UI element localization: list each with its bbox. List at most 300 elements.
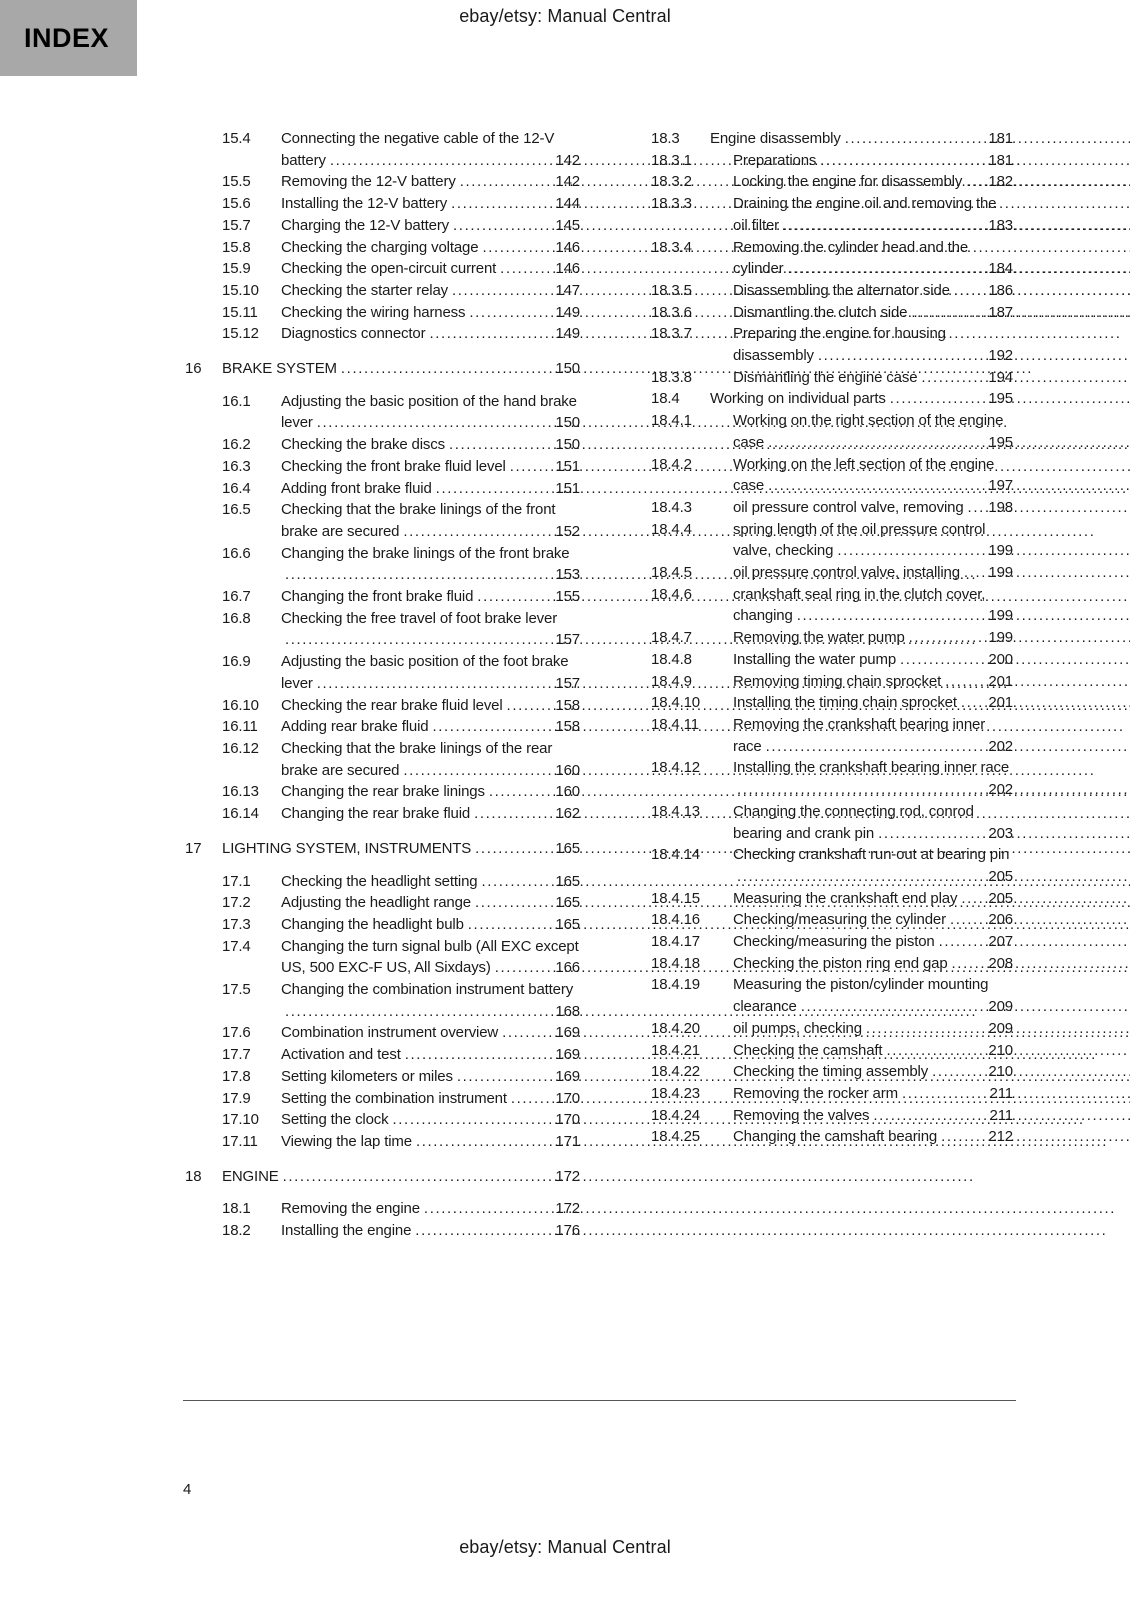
toc-entry-title: crankshaft seal ring in the clutch cover, changing ..... bbox=[733, 586, 985, 625]
toc-entry-page: 203 bbox=[988, 824, 1013, 842]
toc-entry-number: 18.3.2 bbox=[651, 173, 692, 191]
toc-entry-title-wrap bbox=[733, 671, 1013, 693]
toc-entry-number: 17.4 bbox=[222, 937, 251, 955]
toc-entry-title-wrap bbox=[281, 695, 580, 717]
toc-entry-title-wrap bbox=[281, 323, 580, 345]
toc-entry bbox=[185, 936, 580, 979]
toc-dot-leader bbox=[281, 783, 485, 800]
toc-entry-number: 18.4.14 bbox=[651, 846, 700, 864]
toc-entry-page: 208 bbox=[988, 954, 1013, 972]
toc-entry-title: Checking/measuring the piston ..... bbox=[733, 933, 935, 950]
toc-entry-page: 200 bbox=[988, 650, 1013, 668]
toc-entry bbox=[185, 803, 580, 825]
toc-entry bbox=[185, 499, 580, 542]
toc-entry-title: oil pressure control valve, installing ..... bbox=[733, 564, 960, 581]
toc-entry bbox=[185, 738, 580, 781]
toc-entry-title: spring length of the oil pressure control valve, checking ..... bbox=[733, 521, 985, 560]
toc-entry-page: 170 bbox=[555, 1111, 580, 1129]
toc-dot-leader bbox=[281, 217, 449, 234]
toc-dot-leader bbox=[222, 1168, 279, 1185]
toc-entry-title-wrap bbox=[733, 974, 1013, 1017]
toc-entry-page: 209 bbox=[988, 998, 1013, 1016]
toc-entry bbox=[185, 171, 580, 193]
toc-entry-number: 18.4.15 bbox=[651, 889, 700, 907]
toc-entry bbox=[185, 280, 580, 302]
toc-entry bbox=[185, 608, 580, 651]
toc-entry-title-wrap bbox=[733, 627, 1013, 649]
toc-entry-page: 172 bbox=[555, 1167, 580, 1185]
toc-dot-leader bbox=[733, 1020, 862, 1037]
toc-entry-title: Adjusting the basic position of the foot brake lever ..... bbox=[281, 653, 568, 692]
toc-entry-title: Checking the rear brake fluid level ..... bbox=[281, 697, 503, 714]
toc-entry-number: 18.4.2 bbox=[651, 455, 692, 473]
toc-entry-title-wrap bbox=[733, 150, 1013, 172]
toc-entry-number: 15.10 bbox=[222, 281, 259, 299]
toc-entry-title-wrap bbox=[733, 1018, 1013, 1040]
toc-entry-number: 18.3.4 bbox=[651, 238, 692, 256]
toc-entry-page: 151 bbox=[555, 479, 580, 497]
toc-entry-number: 18.4.3 bbox=[651, 498, 692, 516]
toc-entry-number: 18.3.5 bbox=[651, 281, 692, 299]
toc-entry bbox=[185, 391, 580, 434]
toc-entry-number: 16.7 bbox=[222, 588, 251, 606]
toc-dot-leader bbox=[733, 911, 946, 928]
toc-dot-leader bbox=[281, 436, 445, 453]
toc-entry-page: 169 bbox=[555, 1067, 580, 1085]
toc-entry-title: Diagnostics connector ..... bbox=[281, 325, 425, 342]
toc-entry-number: 18.4.19 bbox=[651, 976, 700, 994]
toc-entry-page: 155 bbox=[555, 588, 580, 606]
toc-entry-title: Checking the starter relay ..... bbox=[281, 282, 448, 299]
toc-entry bbox=[185, 302, 580, 324]
toc-entry-page: 165 bbox=[555, 915, 580, 933]
toc-entry-title: Removing the crankshaft bearing inner race ..... bbox=[733, 716, 985, 755]
toc-entry-title: Connecting the negative cable of the 12-V battery ..... bbox=[281, 130, 554, 169]
toc-entry-page: 169 bbox=[555, 1024, 580, 1042]
toc-dot-leader bbox=[733, 1128, 937, 1145]
toc-entry-title: Installing the engine ..... bbox=[281, 1222, 411, 1239]
toc-entry-page: 158 bbox=[555, 696, 580, 714]
toc-entry-number: 18.4.20 bbox=[651, 1019, 700, 1037]
toc-entry-title-wrap bbox=[733, 1061, 1013, 1083]
toc-entry-title: Removing the cylinder head and the cylinder ..... bbox=[733, 239, 968, 278]
toc-entry-page: 198 bbox=[988, 498, 1013, 516]
index-label: INDEX bbox=[24, 22, 110, 53]
toc-entry-title-wrap bbox=[281, 1220, 580, 1242]
toc-entry-page: 169 bbox=[555, 1046, 580, 1064]
toc-entry-title: Installing the 12-V battery ..... bbox=[281, 195, 447, 212]
toc-entry-title-wrap bbox=[733, 584, 1013, 627]
toc-dot-leader bbox=[281, 173, 456, 190]
toc-entry-page: 199 bbox=[988, 629, 1013, 647]
toc-entry-number: 17.10 bbox=[222, 1111, 259, 1129]
toc-dot-leader bbox=[281, 260, 496, 277]
toc-entry-title: Checking the camshaft ..... bbox=[733, 1042, 882, 1059]
toc-entry-title-wrap bbox=[281, 803, 580, 825]
toc-entry-title-wrap bbox=[281, 781, 580, 803]
toc-entry-number: 16.6 bbox=[222, 544, 251, 562]
toc-dot-leader bbox=[281, 325, 425, 342]
toc-entry-title-wrap bbox=[733, 367, 1013, 389]
toc-entry-number: 15.5 bbox=[222, 173, 251, 191]
toc-entry bbox=[185, 838, 580, 860]
toc-entry-page: 194 bbox=[988, 368, 1013, 386]
toc-entry-title-wrap bbox=[281, 456, 580, 478]
toc-entry-title-wrap bbox=[733, 909, 1013, 931]
toc-entry bbox=[185, 1088, 580, 1110]
toc-dot-leader bbox=[733, 629, 905, 646]
toc-entry-title: Checking the wiring harness ..... bbox=[281, 304, 465, 321]
toc-entry-title: Setting the combination instrument ..... bbox=[281, 1090, 507, 1107]
toc-entry-title: Checking the headlight setting ..... bbox=[281, 873, 477, 890]
toc-entry-title: Changing the rear brake fluid ..... bbox=[281, 805, 470, 822]
toc-entry-page: 183 bbox=[988, 216, 1013, 234]
toc-entry-title: Locking the engine for disassembly ..... bbox=[733, 173, 962, 190]
toc-entry-title: Dismantling the clutch side ..... bbox=[733, 304, 907, 321]
toc-entry-title: Working on the left section of the engine case ..... bbox=[733, 456, 994, 495]
toc-dot-leader bbox=[281, 1068, 453, 1085]
toc-entry-title: Removing the 12-V battery ..... bbox=[281, 173, 456, 190]
toc-dot-leader bbox=[281, 393, 577, 432]
toc-entry-title: Removing the rocker arm ..... bbox=[733, 1085, 898, 1102]
toc-entry-title-wrap bbox=[733, 280, 1013, 302]
toc-entry-number: 16.2 bbox=[222, 436, 251, 454]
toc-entry bbox=[185, 1131, 580, 1153]
toc-entry-title: Checking the charging voltage ..... bbox=[281, 239, 478, 256]
toc-entry-title: Checking the open-circuit current ..... bbox=[281, 260, 496, 277]
table-of-contents bbox=[185, 128, 1013, 1242]
toc-entry-title-wrap bbox=[733, 323, 1013, 366]
toc-entry-page: 205 bbox=[988, 889, 1013, 907]
toc-entry-number: 17.7 bbox=[222, 1046, 251, 1064]
toc-entry-page: 201 bbox=[988, 672, 1013, 690]
toc-dot-leader bbox=[281, 480, 432, 497]
toc-entry-page: 150 bbox=[555, 360, 580, 378]
toc-entry-title-wrap bbox=[710, 128, 1013, 150]
toc-dot-leader bbox=[281, 304, 465, 321]
toc-entry-title-wrap bbox=[281, 738, 580, 781]
toc-entry-number: 18.4.13 bbox=[651, 802, 700, 820]
toc-entry-title-wrap bbox=[733, 454, 1013, 497]
toc-entry-number: 16.11 bbox=[222, 718, 258, 736]
toc-entry-title: Changing the connecting rod, conrod bearing and crank pin ..... bbox=[733, 803, 974, 842]
toc-entry-title: Working on the right section of the engine case ..... bbox=[733, 412, 1003, 451]
toc-entry-number: 18.4.24 bbox=[651, 1106, 700, 1124]
toc-dot-leader bbox=[733, 651, 896, 668]
toc-entry bbox=[185, 914, 580, 936]
toc-dot-leader bbox=[733, 412, 1003, 451]
toc-entry-page: 187 bbox=[988, 303, 1013, 321]
toc-entry-number: 18.4.11 bbox=[651, 715, 699, 733]
toc-entry-title: Checking the brake discs ..... bbox=[281, 436, 445, 453]
toc-entry-title: Checking/measuring the cylinder ..... bbox=[733, 911, 946, 928]
toc-dot-leader bbox=[281, 1090, 507, 1107]
toc-entry-page: 158 bbox=[555, 718, 580, 736]
toc-entry-page: 209 bbox=[988, 1019, 1013, 1037]
toc-dot-leader bbox=[281, 894, 471, 911]
toc-entry-page: 186 bbox=[988, 281, 1013, 299]
toc-entry-number: 17.2 bbox=[222, 894, 251, 912]
toc-entry-title-wrap bbox=[281, 434, 580, 456]
toc-dot-leader bbox=[281, 1222, 411, 1239]
toc-entry bbox=[185, 1109, 580, 1131]
toc-entry-title: Checking the timing assembly ..... bbox=[733, 1063, 928, 1080]
toc-dot-leader bbox=[222, 360, 337, 377]
toc-dot-leader bbox=[281, 130, 554, 169]
toc-entry bbox=[185, 871, 580, 893]
toc-entry-number: 16.13 bbox=[222, 783, 259, 801]
toc-entry-number: 15.9 bbox=[222, 260, 251, 278]
toc-entry-number: 18.3.3 bbox=[651, 195, 692, 213]
toc-entry-number: 16.3 bbox=[222, 457, 251, 475]
toc-entry-title-wrap bbox=[733, 844, 1013, 887]
toc-entry bbox=[185, 1044, 580, 1066]
toc-dot-leader bbox=[281, 545, 569, 562]
toc-entry-page: 146 bbox=[555, 260, 580, 278]
toc-entry-title-wrap bbox=[281, 1066, 580, 1088]
toc-entry-title-wrap bbox=[281, 979, 580, 1022]
toc-entry-number: 18.4.4 bbox=[651, 520, 692, 538]
toc-dot-leader bbox=[733, 955, 948, 972]
toc-entry-page: 195 bbox=[988, 433, 1013, 451]
toc-entry-page: 172 bbox=[555, 1200, 580, 1218]
toc-entry-number: 18.2 bbox=[222, 1222, 251, 1240]
toc-entry-page: 210 bbox=[988, 1063, 1013, 1081]
toc-entry bbox=[185, 237, 580, 259]
toc-entry-title: Changing the front brake fluid ..... bbox=[281, 588, 473, 605]
toc-entry-number: 17.3 bbox=[222, 915, 251, 933]
toc-dot-leader bbox=[733, 456, 994, 495]
toc-entry-number: 16.10 bbox=[222, 696, 259, 714]
toc-dot-leader bbox=[733, 803, 974, 842]
toc-entry-title-wrap bbox=[733, 953, 1013, 975]
page-header-title: ebay/etsy: Manual Central bbox=[459, 6, 671, 26]
toc-dot-leader bbox=[733, 586, 985, 625]
toc-entry-title-wrap bbox=[733, 1126, 1013, 1148]
toc-entry-page: 145 bbox=[555, 216, 580, 234]
toc-entry-title-wrap bbox=[733, 171, 1013, 193]
toc-dot-leader bbox=[281, 458, 506, 475]
toc-entry-title: Installing the timing chain sprocket ..... bbox=[733, 694, 957, 711]
toc-entry-page: 201 bbox=[988, 694, 1013, 712]
toc-entry-title-wrap bbox=[281, 171, 580, 193]
toc-entry bbox=[185, 193, 580, 215]
toc-dot-leader bbox=[281, 195, 447, 212]
toc-entry-title: Activation and test ..... bbox=[281, 1046, 401, 1063]
toc-entry-number: 16.1 bbox=[222, 392, 251, 410]
toc-dot-leader bbox=[281, 1024, 498, 1041]
toc-entry-title: Checking the front brake fluid level ..... bbox=[281, 458, 506, 475]
toc-entry-title: Removing the engine ..... bbox=[281, 1200, 420, 1217]
toc-entry-title: LIGHTING SYSTEM, INSTRUMENTS ..... bbox=[222, 840, 471, 857]
toc-dot-leader bbox=[733, 1063, 928, 1080]
toc-dot-leader bbox=[733, 890, 957, 907]
toc-entry-title-wrap bbox=[733, 1083, 1013, 1105]
toc-entry-title: Installing the water pump ..... bbox=[733, 651, 896, 668]
toc-entry-number: 15.6 bbox=[222, 195, 251, 213]
toc-entry-title-wrap bbox=[281, 128, 580, 171]
toc-entry-page: 168 bbox=[555, 1002, 580, 1020]
toc-entry bbox=[185, 543, 580, 586]
toc-entry-number: 18.4.9 bbox=[651, 672, 692, 690]
toc-entry-page: 192 bbox=[988, 347, 1013, 365]
toc-entry-title-wrap bbox=[733, 931, 1013, 953]
toc-entry-page: 211 bbox=[989, 1106, 1013, 1124]
toc-entry bbox=[185, 258, 580, 280]
toc-entry-page: 181 bbox=[988, 151, 1013, 169]
toc-entry-number: 15.8 bbox=[222, 238, 251, 256]
toc-entry bbox=[185, 1198, 580, 1220]
toc-entry-number: 18.4.12 bbox=[651, 759, 700, 777]
toc-entry-number: 17.8 bbox=[222, 1067, 251, 1085]
toc-dot-leader bbox=[281, 1133, 412, 1150]
toc-entry-title-wrap bbox=[281, 543, 580, 586]
toc-entry-page: 149 bbox=[555, 325, 580, 343]
toc-entry-page: 166 bbox=[555, 959, 580, 977]
toc-entry-title-wrap bbox=[733, 497, 1013, 519]
toc-entry-title-wrap bbox=[281, 586, 580, 608]
toc-entry-title: Changing the headlight bulb ..... bbox=[281, 916, 464, 933]
toc-entry-page: 207 bbox=[988, 933, 1013, 951]
toc-dot-leader bbox=[733, 694, 957, 711]
toc-entry bbox=[185, 651, 580, 694]
toc-entry-title-wrap bbox=[733, 801, 1013, 844]
toc-entry-title: Preparing the engine for housing disassembly ..... bbox=[733, 325, 946, 364]
toc-entry-number: 18.4.16 bbox=[651, 911, 700, 929]
toc-entry-title-wrap bbox=[281, 716, 580, 738]
toc-dot-leader bbox=[733, 282, 950, 299]
toc-entry bbox=[651, 388, 1013, 410]
toc-entry-number: 18.4.1 bbox=[651, 412, 692, 430]
toc-entry-number: 18.4.22 bbox=[651, 1063, 700, 1081]
toc-entry-page: 171 bbox=[555, 1132, 580, 1150]
toc-entry-number: 16 bbox=[185, 360, 202, 378]
toc-entry bbox=[185, 1022, 580, 1044]
toc-dot-leader bbox=[733, 195, 996, 234]
toc-entry-title: Combination instrument overview ..... bbox=[281, 1024, 498, 1041]
toc-entry bbox=[185, 128, 580, 171]
toc-entry-title-wrap bbox=[281, 258, 580, 280]
toc-entry-title-wrap bbox=[733, 562, 1013, 584]
toc-dot-leader bbox=[281, 938, 579, 977]
toc-entry-page: 210 bbox=[988, 1041, 1013, 1059]
toc-dot-leader bbox=[281, 916, 464, 933]
toc-dot-leader bbox=[733, 1042, 882, 1059]
toc-entry-page: 202 bbox=[988, 737, 1013, 755]
toc-dot-leader bbox=[281, 805, 470, 822]
toc-dot-leader bbox=[733, 759, 1009, 776]
toc-entry-number: 18.3 bbox=[651, 130, 680, 147]
toc-entry bbox=[651, 128, 1013, 150]
toc-entry-number: 15.11 bbox=[222, 303, 258, 321]
toc-dot-leader bbox=[281, 501, 555, 540]
toc-dot-leader bbox=[733, 239, 968, 278]
toc-entry-number: 15.7 bbox=[222, 216, 251, 234]
toc-entry-number: 18.4.17 bbox=[651, 933, 700, 951]
toc-entry-page: 153 bbox=[555, 566, 580, 584]
toc-entry-title-wrap bbox=[222, 1166, 580, 1188]
toc-entry-page: 165 bbox=[555, 872, 580, 890]
toc-entry-page: 199 bbox=[988, 564, 1013, 582]
toc-entry-title-wrap bbox=[281, 651, 580, 694]
toc-dot-leader bbox=[281, 610, 557, 627]
toc-entry-number: 15.12 bbox=[222, 325, 259, 343]
toc-entry-title-wrap bbox=[733, 649, 1013, 671]
toc-entry bbox=[185, 781, 580, 803]
index-box bbox=[0, 0, 137, 76]
toc-entry-page: 165 bbox=[555, 894, 580, 912]
page-number: 4 bbox=[183, 1481, 192, 1498]
toc-dot-leader bbox=[281, 873, 477, 890]
toc-entry-number: 16.12 bbox=[222, 739, 259, 757]
toc-entry bbox=[185, 1066, 580, 1088]
toc-entry-page: 202 bbox=[988, 781, 1013, 799]
toc-entry-title: Changing the brake linings of the front brake ..... bbox=[281, 545, 569, 562]
toc-entry bbox=[185, 1220, 580, 1242]
toc-entry-title-wrap bbox=[733, 519, 1013, 562]
toc-entry-title: Charging the 12-V battery ..... bbox=[281, 217, 449, 234]
toc-entry-title: Changing the rear brake linings ..... bbox=[281, 783, 485, 800]
toc-entry-title: Viewing the lap time ..... bbox=[281, 1133, 412, 1150]
toc-entry-number: 17.6 bbox=[222, 1024, 251, 1042]
toc-entry-page: 142 bbox=[555, 151, 580, 169]
toc-entry-title: Changing the turn signal bulb (All EXC except US, 500 EXC-F US, All Sixdays) ..... bbox=[281, 938, 579, 977]
toc-entry-number: 17.11 bbox=[222, 1132, 258, 1150]
toc-entry-title: ENGINE ..... bbox=[222, 1168, 279, 1185]
toc-dot-leader bbox=[733, 716, 985, 755]
toc-entry-number: 16.9 bbox=[222, 653, 251, 671]
toc-entry-title: Removing timing chain sprocket ..... bbox=[733, 673, 941, 690]
toc-entry-number: 16.5 bbox=[222, 501, 251, 519]
toc-entry-number: 17.5 bbox=[222, 981, 251, 999]
toc-entry-title-wrap bbox=[281, 608, 580, 651]
toc-entry-title: Checking that the brake linings of the front brake are secured ..... bbox=[281, 501, 555, 540]
toc-entry-title-wrap bbox=[281, 1044, 580, 1066]
toc-entry-page: 162 bbox=[555, 805, 580, 823]
toc-entry-number: 16.14 bbox=[222, 805, 259, 823]
toc-entry-title-wrap bbox=[733, 692, 1013, 714]
toc-entry-title-wrap bbox=[281, 478, 580, 500]
toc-dot-leader bbox=[710, 390, 886, 407]
toc-entry-number: 18.4.7 bbox=[651, 629, 692, 647]
toc-dot-leader bbox=[281, 697, 503, 714]
toc-entry-number: 18.4.10 bbox=[651, 694, 700, 712]
toc-entry-title: Engine disassembly ..... bbox=[710, 130, 841, 147]
toc-entry-number: 17.9 bbox=[222, 1089, 251, 1107]
toc-entry-page: 142 bbox=[555, 173, 580, 191]
toc-entry-page: 184 bbox=[988, 260, 1013, 278]
toc-entry-title: Working on individual parts ..... bbox=[710, 390, 886, 407]
toc-entry-title: BRAKE SYSTEM ..... bbox=[222, 360, 337, 377]
toc-entry-title: Setting kilometers or miles ..... bbox=[281, 1068, 453, 1085]
toc-entry-title-wrap bbox=[281, 499, 580, 542]
toc-entry bbox=[185, 695, 580, 717]
toc-entry-title: Checking crankshaft run-out at bearing pin ..... bbox=[733, 846, 1009, 863]
toc-entry-number: 18.3.7 bbox=[651, 325, 692, 343]
toc-entry-page: 144 bbox=[555, 195, 580, 213]
toc-entry-title-wrap bbox=[710, 388, 1013, 410]
toc-entry-page: 149 bbox=[555, 303, 580, 321]
toc-entry-title: Adding front brake fluid ..... bbox=[281, 480, 432, 497]
toc-dot-leader bbox=[281, 653, 568, 692]
toc-entry-number: 15.4 bbox=[222, 130, 251, 147]
toc-entry-page: 197 bbox=[988, 477, 1013, 495]
toc-entry-page: 150 bbox=[555, 414, 580, 432]
toc-entry-number: 18.4.6 bbox=[651, 585, 692, 603]
toc-entry-page: 157 bbox=[555, 674, 580, 692]
toc-entry-page: 160 bbox=[555, 783, 580, 801]
toc-entry-title-wrap bbox=[733, 302, 1013, 324]
